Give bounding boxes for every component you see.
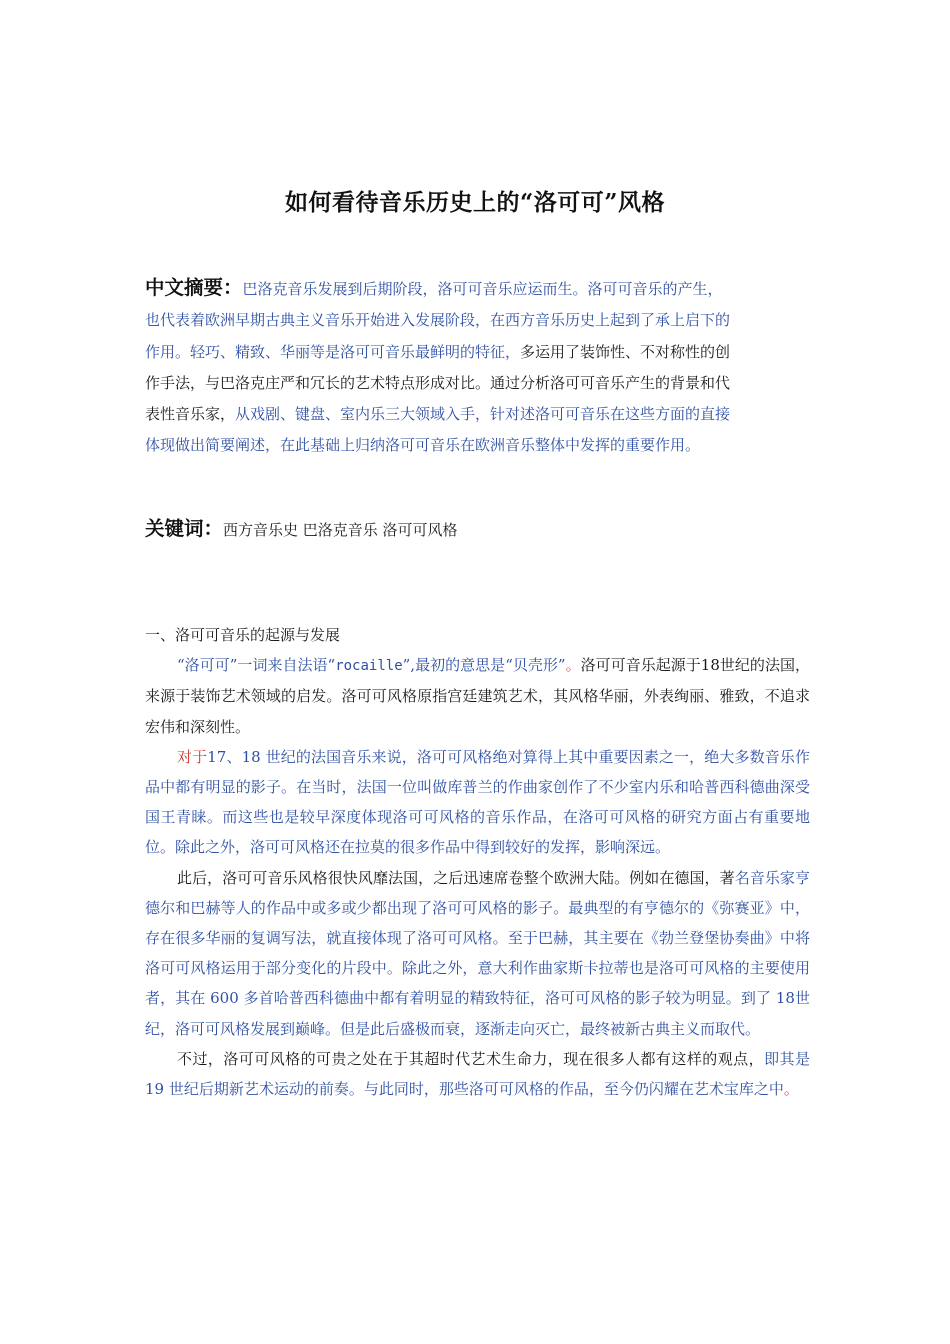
abstract-text: 表性音乐家， (145, 405, 236, 424)
paragraph-text: 对于 (177, 747, 208, 766)
abstract-text: 作手法，与巴洛克庄严和冗长的艺术特点形成对比。通过分析洛可可音乐产生的背景和代 (145, 373, 731, 392)
paragraph-text: 此后，洛可可音乐风格很快风靡法国，之后迅速席卷整个欧洲大陆。例如在德国，著 (177, 868, 735, 887)
abstract-text: 也代表着欧洲早期古典主义音乐开始进入发展阶段，在西方音乐历史上起到了承上启下的 (145, 311, 731, 330)
keywords-value: 西方音乐史 巴洛克音乐 洛可可风格 (223, 521, 458, 539)
abstract-text: 多运用了装饰性、不对称性的创 (520, 342, 731, 361)
paragraph (145, 650, 810, 742)
abstract (145, 272, 810, 462)
paragraph-text: 17、18 世纪的法国音乐来说，洛可可风格绝对算得上其中重要因素之一，绝大多数音乐作品中都有明显的影子。在当时，法国一位叫做库普兰的作曲家创作了不少室内乐和哈普西科德曲深受国王青睐。而这些也是较早深度体现洛可可风格的音乐作品，在洛可可风格的研究方面占有重要地位。除此之外，洛可可风格还在拉莫的很多作品中得到较好的发挥，影响深远。 (145, 747, 810, 857)
keywords (145, 514, 810, 545)
paragraph-text: 洛可可音乐起源于18世纪的法国，来源于装饰艺术领域的启发。洛可可风格原指宫廷建筑艺术，其风格华丽，外表绚丽、雅致，不追求宏伟和深刻性。 (145, 656, 810, 736)
paragraph-text: ”,最初的意思是“贝壳形” (402, 656, 566, 675)
paragraph-text: 即其是19 世纪后期新艺术运动的前奏。与此同时，那些洛可可风格的作品，至今仍闪耀在艺术宝库之中 (145, 1049, 810, 1099)
section-heading: 一、洛可可音乐的起源与发展 (145, 626, 341, 644)
paragraph (145, 863, 810, 1044)
paragraph-text: 不过，洛可可风格的可贵之处在于其超时代艺术生命力，现在很多人都有这样的观点， (177, 1049, 765, 1068)
paragraph-text: 名音乐家亨德尔和巴赫等人的作品中或多或少都出现了洛可可风格的影子。最典型的有亨德尔的《弥赛亚》中，存在很多华丽的复调写法，就直接体现了洛可可风格。至于巴赫，其主要在《勃兰登堡协奏曲》中将洛可可风格运用于部分变化的片段中。除此之外，意大利作曲家斯卡拉蒂也是洛可可风格的主要使用者，其在 600 多首哈普西科德曲中都有着明显的精致特征，洛可可风格的影子较为明显。到了 18世纪，洛可可风格发展到巅峰。但是此后盛极而衰，逐渐走向灭亡，最终被新古典主义而取代。 (145, 868, 810, 1038)
page-title: 如何看待音乐历史上的“洛可可”风格 (285, 189, 665, 216)
paragraph (145, 1044, 810, 1104)
keywords-label: 关键词： (145, 517, 224, 540)
paragraph-text: “洛可可”一词来自法语“ (177, 656, 336, 675)
section-1 (145, 620, 810, 1104)
paragraph-text: 。 (565, 656, 581, 675)
abstract-text: 巴洛克音乐发展到后期阶段，洛可可音乐应运而生。洛可可音乐的产生， (242, 280, 723, 298)
paragraph-text: rocaille (335, 658, 403, 675)
paragraph (145, 742, 810, 863)
abstract-label: 中文摘要： (145, 276, 243, 299)
abstract-text: 从戏剧、键盘、室内乐三大领域入手，针对述洛可可音乐在这些方面的直接 (235, 405, 731, 424)
abstract-text: 体现做出简要阐述，在此基础上归纳洛可可音乐在欧洲音乐整体中发挥的重要作用。 (145, 436, 701, 455)
paragraph-text: 。 (783, 1080, 799, 1099)
abstract-text: 作用。轻巧、精致、华丽等是洛可可音乐最鲜明的特征， (145, 342, 521, 361)
